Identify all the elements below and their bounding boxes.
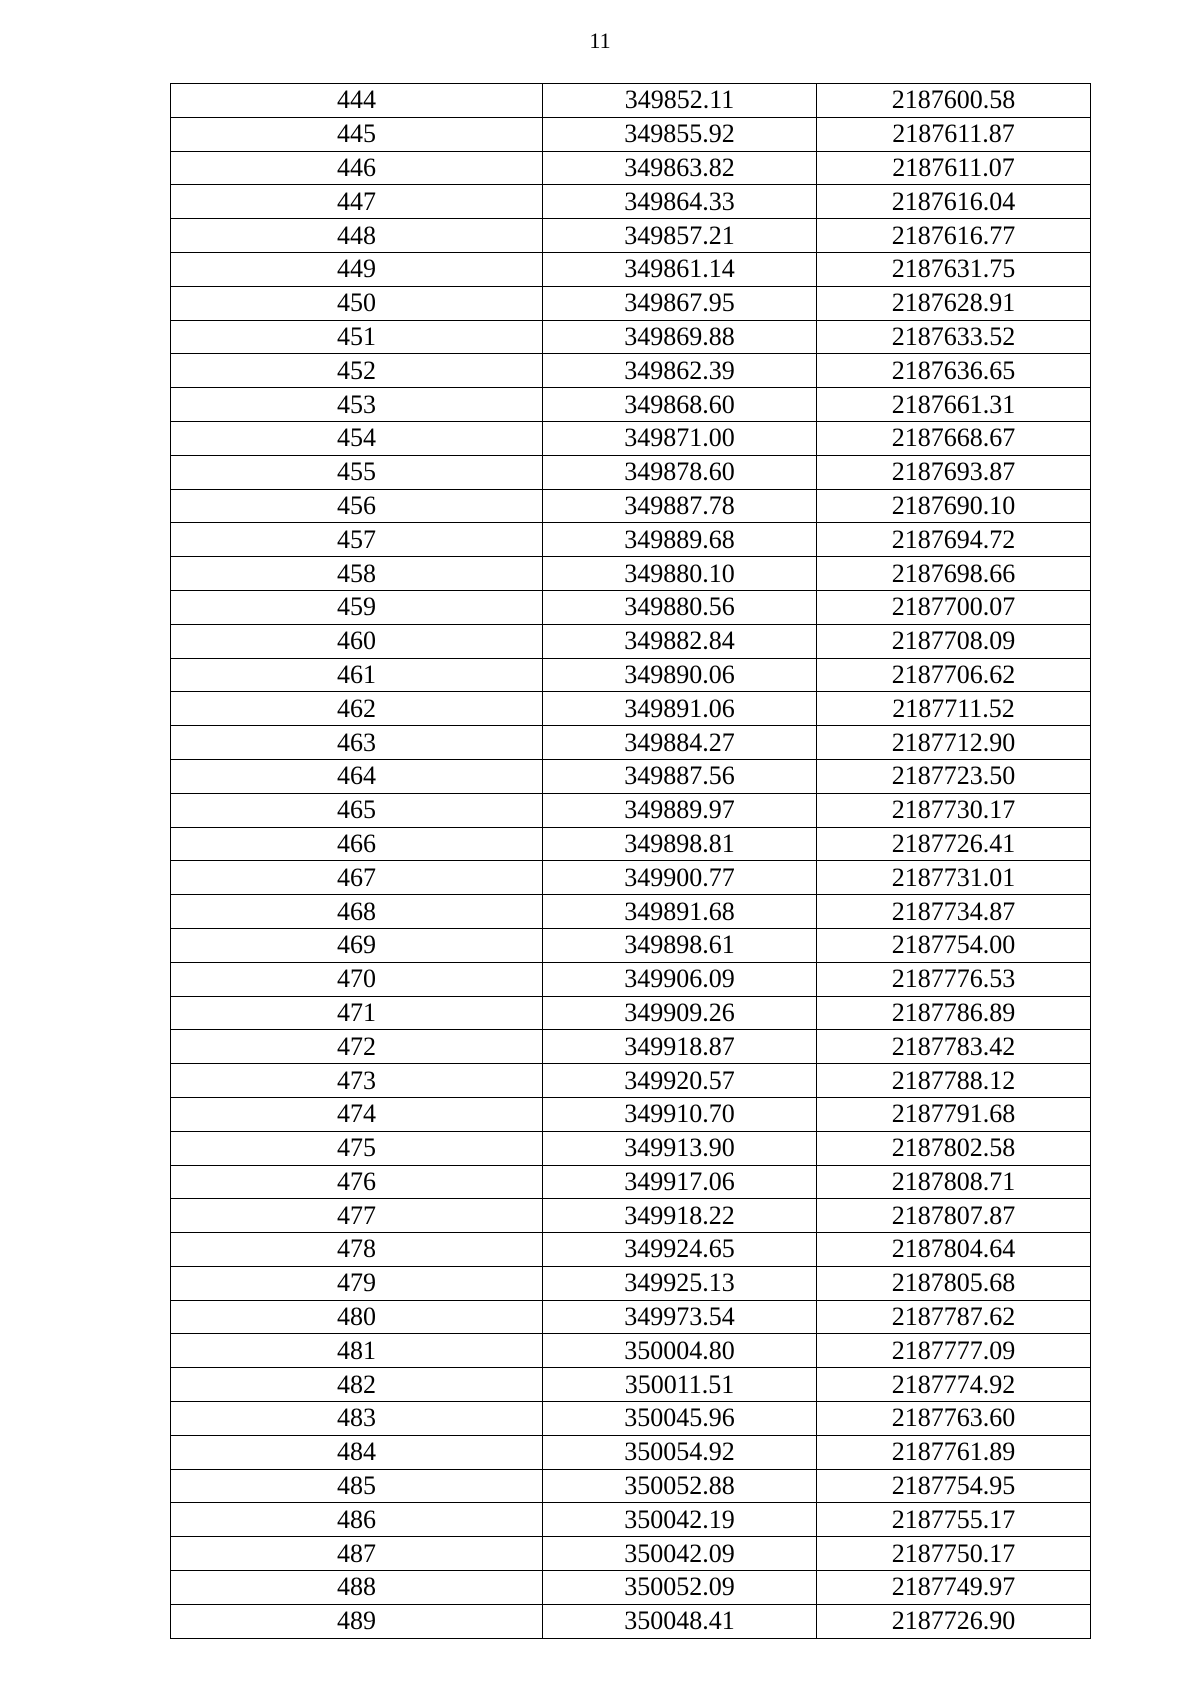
x-coordinate-cell: 349887.56 xyxy=(543,759,817,793)
table-row xyxy=(171,962,1091,996)
x-coordinate-cell: 349889.97 xyxy=(543,793,817,827)
y-coordinate-cell: 2187804.64 xyxy=(817,1233,1091,1267)
y-coordinate-cell: 2187723.50 xyxy=(817,759,1091,793)
x-coordinate-cell: 349918.87 xyxy=(543,1030,817,1064)
y-coordinate-cell: 2187668.67 xyxy=(817,421,1091,455)
point-number-cell: 447 xyxy=(171,185,543,219)
y-coordinate-cell: 2187726.41 xyxy=(817,827,1091,861)
table-row xyxy=(171,1604,1091,1638)
y-coordinate-cell: 2187754.95 xyxy=(817,1469,1091,1503)
point-number-cell: 459 xyxy=(171,590,543,624)
x-coordinate-cell: 349909.26 xyxy=(543,996,817,1030)
y-coordinate-cell: 2187791.68 xyxy=(817,1097,1091,1131)
point-number-cell: 456 xyxy=(171,489,543,523)
x-coordinate-cell: 349924.65 xyxy=(543,1233,817,1267)
table-row xyxy=(171,489,1091,523)
x-coordinate-cell: 350052.88 xyxy=(543,1469,817,1503)
x-coordinate-cell: 349882.84 xyxy=(543,624,817,658)
y-coordinate-cell: 2187734.87 xyxy=(817,895,1091,929)
point-number-cell: 481 xyxy=(171,1334,543,1368)
y-coordinate-cell: 2187788.12 xyxy=(817,1064,1091,1098)
point-number-cell: 465 xyxy=(171,793,543,827)
x-coordinate-cell: 350052.09 xyxy=(543,1571,817,1605)
point-number-cell: 467 xyxy=(171,861,543,895)
point-number-cell: 448 xyxy=(171,219,543,253)
point-number-cell: 483 xyxy=(171,1402,543,1436)
table-row xyxy=(171,1435,1091,1469)
x-coordinate-cell: 350042.19 xyxy=(543,1503,817,1537)
y-coordinate-cell: 2187694.72 xyxy=(817,523,1091,557)
y-coordinate-cell: 2187712.90 xyxy=(817,726,1091,760)
y-coordinate-cell: 2187631.75 xyxy=(817,252,1091,286)
point-number-cell: 444 xyxy=(171,84,543,118)
table-row xyxy=(171,117,1091,151)
x-coordinate-cell: 349869.88 xyxy=(543,320,817,354)
y-coordinate-cell: 2187700.07 xyxy=(817,590,1091,624)
x-coordinate-cell: 350045.96 xyxy=(543,1402,817,1436)
table-row xyxy=(171,996,1091,1030)
y-coordinate-cell: 2187787.62 xyxy=(817,1300,1091,1334)
point-number-cell: 489 xyxy=(171,1604,543,1638)
table-row xyxy=(171,1030,1091,1064)
table-row xyxy=(171,590,1091,624)
table-row xyxy=(171,421,1091,455)
y-coordinate-cell: 2187750.17 xyxy=(817,1537,1091,1571)
x-coordinate-cell: 349868.60 xyxy=(543,388,817,422)
x-coordinate-cell: 350004.80 xyxy=(543,1334,817,1368)
x-coordinate-cell: 349891.06 xyxy=(543,692,817,726)
y-coordinate-cell: 2187749.97 xyxy=(817,1571,1091,1605)
point-number-cell: 452 xyxy=(171,354,543,388)
table-row xyxy=(171,1064,1091,1098)
y-coordinate-cell: 2187693.87 xyxy=(817,455,1091,489)
x-coordinate-cell: 349900.77 xyxy=(543,861,817,895)
y-coordinate-cell: 2187708.09 xyxy=(817,624,1091,658)
x-coordinate-cell: 350042.09 xyxy=(543,1537,817,1571)
x-coordinate-cell: 349867.95 xyxy=(543,286,817,320)
point-number-cell: 479 xyxy=(171,1266,543,1300)
y-coordinate-cell: 2187616.04 xyxy=(817,185,1091,219)
x-coordinate-cell: 349910.70 xyxy=(543,1097,817,1131)
table-row xyxy=(171,1097,1091,1131)
table-row xyxy=(171,219,1091,253)
table-row xyxy=(171,658,1091,692)
point-number-cell: 476 xyxy=(171,1165,543,1199)
y-coordinate-cell: 2187731.01 xyxy=(817,861,1091,895)
x-coordinate-cell: 349898.81 xyxy=(543,827,817,861)
point-number-cell: 451 xyxy=(171,320,543,354)
x-coordinate-cell: 349857.21 xyxy=(543,219,817,253)
point-number-cell: 484 xyxy=(171,1435,543,1469)
point-number-cell: 468 xyxy=(171,895,543,929)
point-number-cell: 462 xyxy=(171,692,543,726)
table-row xyxy=(171,726,1091,760)
x-coordinate-cell: 349887.78 xyxy=(543,489,817,523)
x-coordinate-cell: 350048.41 xyxy=(543,1604,817,1638)
point-number-cell: 445 xyxy=(171,117,543,151)
y-coordinate-cell: 2187611.87 xyxy=(817,117,1091,151)
y-coordinate-cell: 2187754.00 xyxy=(817,928,1091,962)
y-coordinate-cell: 2187774.92 xyxy=(817,1368,1091,1402)
point-number-cell: 463 xyxy=(171,726,543,760)
point-number-cell: 469 xyxy=(171,928,543,962)
y-coordinate-cell: 2187636.65 xyxy=(817,354,1091,388)
table-row xyxy=(171,1368,1091,1402)
table-row xyxy=(171,557,1091,591)
point-number-cell: 487 xyxy=(171,1537,543,1571)
point-number-cell: 488 xyxy=(171,1571,543,1605)
x-coordinate-cell: 349913.90 xyxy=(543,1131,817,1165)
y-coordinate-cell: 2187633.52 xyxy=(817,320,1091,354)
y-coordinate-cell: 2187802.58 xyxy=(817,1131,1091,1165)
x-coordinate-cell: 349891.68 xyxy=(543,895,817,929)
y-coordinate-cell: 2187726.90 xyxy=(817,1604,1091,1638)
point-number-cell: 450 xyxy=(171,286,543,320)
y-coordinate-cell: 2187730.17 xyxy=(817,793,1091,827)
x-coordinate-cell: 349898.61 xyxy=(543,928,817,962)
y-coordinate-cell: 2187755.17 xyxy=(817,1503,1091,1537)
y-coordinate-cell: 2187761.89 xyxy=(817,1435,1091,1469)
table-row xyxy=(171,1300,1091,1334)
table-row xyxy=(171,252,1091,286)
y-coordinate-cell: 2187661.31 xyxy=(817,388,1091,422)
point-number-cell: 470 xyxy=(171,962,543,996)
table-row xyxy=(171,1537,1091,1571)
table-row xyxy=(171,455,1091,489)
table-row xyxy=(171,759,1091,793)
x-coordinate-cell: 349861.14 xyxy=(543,252,817,286)
y-coordinate-cell: 2187616.77 xyxy=(817,219,1091,253)
y-coordinate-cell: 2187763.60 xyxy=(817,1402,1091,1436)
x-coordinate-cell: 349864.33 xyxy=(543,185,817,219)
table-row xyxy=(171,827,1091,861)
table-row xyxy=(171,861,1091,895)
point-number-cell: 472 xyxy=(171,1030,543,1064)
table-row xyxy=(171,151,1091,185)
table-row xyxy=(171,1334,1091,1368)
table-row xyxy=(171,928,1091,962)
x-coordinate-cell: 349918.22 xyxy=(543,1199,817,1233)
x-coordinate-cell: 349863.82 xyxy=(543,151,817,185)
y-coordinate-cell: 2187783.42 xyxy=(817,1030,1091,1064)
y-coordinate-cell: 2187628.91 xyxy=(817,286,1091,320)
point-number-cell: 482 xyxy=(171,1368,543,1402)
x-coordinate-cell: 349884.27 xyxy=(543,726,817,760)
x-coordinate-cell: 349852.11 xyxy=(543,84,817,118)
y-coordinate-cell: 2187711.52 xyxy=(817,692,1091,726)
point-number-cell: 486 xyxy=(171,1503,543,1537)
y-coordinate-cell: 2187807.87 xyxy=(817,1199,1091,1233)
point-number-cell: 457 xyxy=(171,523,543,557)
x-coordinate-cell: 349878.60 xyxy=(543,455,817,489)
x-coordinate-cell: 349855.92 xyxy=(543,117,817,151)
point-number-cell: 455 xyxy=(171,455,543,489)
point-number-cell: 480 xyxy=(171,1300,543,1334)
point-number-cell: 478 xyxy=(171,1233,543,1267)
x-coordinate-cell: 349880.10 xyxy=(543,557,817,591)
table-row xyxy=(171,1199,1091,1233)
point-number-cell: 485 xyxy=(171,1469,543,1503)
point-number-cell: 449 xyxy=(171,252,543,286)
point-number-cell: 453 xyxy=(171,388,543,422)
point-number-cell: 461 xyxy=(171,658,543,692)
x-coordinate-cell: 350054.92 xyxy=(543,1435,817,1469)
y-coordinate-cell: 2187698.66 xyxy=(817,557,1091,591)
y-coordinate-cell: 2187706.62 xyxy=(817,658,1091,692)
y-coordinate-cell: 2187690.10 xyxy=(817,489,1091,523)
coordinates-table xyxy=(170,83,1091,1639)
table-row xyxy=(171,1266,1091,1300)
table-row xyxy=(171,1233,1091,1267)
page-number: 11 xyxy=(589,28,611,53)
table-row xyxy=(171,793,1091,827)
coordinates-table-body xyxy=(171,84,1091,1639)
table-row xyxy=(171,286,1091,320)
y-coordinate-cell: 2187777.09 xyxy=(817,1334,1091,1368)
table-row xyxy=(171,185,1091,219)
table-row xyxy=(171,1503,1091,1537)
point-number-cell: 460 xyxy=(171,624,543,658)
x-coordinate-cell: 349880.56 xyxy=(543,590,817,624)
x-coordinate-cell: 349925.13 xyxy=(543,1266,817,1300)
table-row xyxy=(171,1165,1091,1199)
table-row xyxy=(171,354,1091,388)
x-coordinate-cell: 349871.00 xyxy=(543,421,817,455)
y-coordinate-cell: 2187808.71 xyxy=(817,1165,1091,1199)
x-coordinate-cell: 349920.57 xyxy=(543,1064,817,1098)
y-coordinate-cell: 2187600.58 xyxy=(817,84,1091,118)
table-row xyxy=(171,523,1091,557)
point-number-cell: 458 xyxy=(171,557,543,591)
x-coordinate-cell: 349917.06 xyxy=(543,1165,817,1199)
point-number-cell: 464 xyxy=(171,759,543,793)
point-number-cell: 474 xyxy=(171,1097,543,1131)
table-row xyxy=(171,1131,1091,1165)
table-row xyxy=(171,692,1091,726)
table-row xyxy=(171,1402,1091,1436)
table-row xyxy=(171,1469,1091,1503)
x-coordinate-cell: 350011.51 xyxy=(543,1368,817,1402)
point-number-cell: 473 xyxy=(171,1064,543,1098)
point-number-cell: 471 xyxy=(171,996,543,1030)
y-coordinate-cell: 2187611.07 xyxy=(817,151,1091,185)
point-number-cell: 477 xyxy=(171,1199,543,1233)
y-coordinate-cell: 2187786.89 xyxy=(817,996,1091,1030)
point-number-cell: 475 xyxy=(171,1131,543,1165)
table-row xyxy=(171,895,1091,929)
x-coordinate-cell: 349889.68 xyxy=(543,523,817,557)
table-row xyxy=(171,320,1091,354)
point-number-cell: 466 xyxy=(171,827,543,861)
point-number-cell: 454 xyxy=(171,421,543,455)
point-number-cell: 446 xyxy=(171,151,543,185)
table-row xyxy=(171,624,1091,658)
table-row xyxy=(171,1571,1091,1605)
x-coordinate-cell: 349906.09 xyxy=(543,962,817,996)
x-coordinate-cell: 349890.06 xyxy=(543,658,817,692)
x-coordinate-cell: 349973.54 xyxy=(543,1300,817,1334)
table-row xyxy=(171,388,1091,422)
y-coordinate-cell: 2187776.53 xyxy=(817,962,1091,996)
table-row xyxy=(171,84,1091,118)
y-coordinate-cell: 2187805.68 xyxy=(817,1266,1091,1300)
x-coordinate-cell: 349862.39 xyxy=(543,354,817,388)
